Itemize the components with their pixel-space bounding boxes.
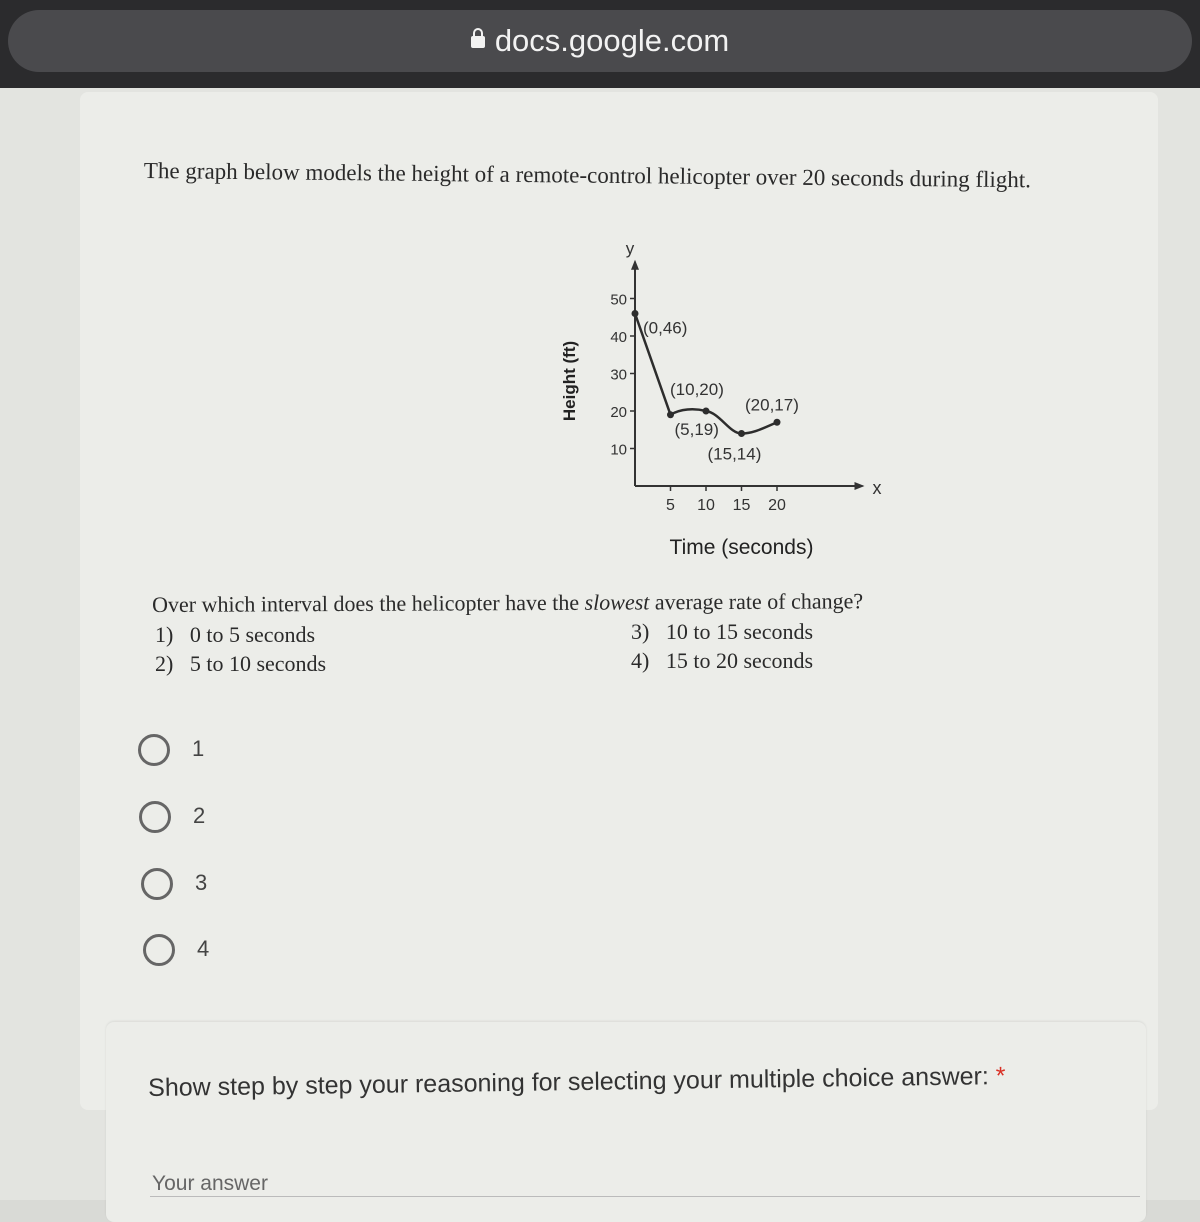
answer-input[interactable]: Your answer xyxy=(152,1172,268,1195)
y-axis-title: Height (ft) xyxy=(560,340,579,422)
x-axis-letter: x xyxy=(872,478,882,498)
radio-button[interactable] xyxy=(143,934,175,966)
prompt-emphasis: slowest xyxy=(584,589,650,615)
height-chart xyxy=(540,218,900,563)
option-number: 3) xyxy=(631,619,650,644)
answer-underline xyxy=(150,1196,1140,1197)
data-label: (10,20) xyxy=(670,380,724,399)
data-label: (5,19) xyxy=(674,419,719,439)
radio-button[interactable] xyxy=(138,734,170,766)
data-label: (20,17) xyxy=(745,395,799,415)
choice-label: 2 xyxy=(193,803,206,828)
browser-topbar xyxy=(0,0,1200,88)
x-tick-label: 20 xyxy=(768,497,786,514)
option-text: 15 to 20 seconds xyxy=(665,648,814,673)
radio-button[interactable] xyxy=(139,801,171,833)
data-point xyxy=(774,419,781,426)
required-mark: * xyxy=(995,1062,1006,1091)
data-point xyxy=(738,430,745,437)
printed-option-4 xyxy=(631,648,813,674)
url-label: docs.google.com xyxy=(494,23,730,58)
option-number: 1) xyxy=(155,622,174,647)
x-tick-label: 10 xyxy=(697,497,715,514)
short-answer-question-text: Show step by step your reasoning for selecting your multiple choice answer: xyxy=(148,1062,990,1102)
option-text: 0 to 5 seconds xyxy=(189,622,316,647)
lock-icon xyxy=(471,36,485,48)
option-text: 10 to 15 seconds xyxy=(665,619,814,644)
y-axis-letter: y xyxy=(625,238,635,258)
y-tick-label: 30 xyxy=(610,366,627,384)
y-axis-arrow xyxy=(631,260,639,270)
option-number: 4) xyxy=(631,648,650,673)
data-point xyxy=(667,411,674,418)
data-point xyxy=(703,408,710,415)
choice-label: 4 xyxy=(197,936,210,961)
data-label: (0,46) xyxy=(643,318,688,338)
x-tick-label: 15 xyxy=(732,497,751,514)
question-text: The graph below models the height of a remote-control helicopter over 20 seconds during flight. xyxy=(143,158,1032,193)
prompt-suffix: average rate of change? xyxy=(649,588,864,615)
y-tick-label: 40 xyxy=(610,329,627,346)
question-prompt xyxy=(152,588,972,618)
option-number: 2) xyxy=(155,651,174,676)
y-tick-label: 20 xyxy=(610,404,627,421)
x-tick-label: 5 xyxy=(666,497,675,514)
printed-option-3 xyxy=(631,619,813,645)
x-axis-arrow xyxy=(855,482,865,490)
y-tick-label: 50 xyxy=(610,291,627,309)
address-text[interactable] xyxy=(8,10,1192,72)
choice-label: 1 xyxy=(192,736,205,761)
radio-button[interactable] xyxy=(141,868,173,900)
prompt-prefix: Over which interval does the helicopter have the xyxy=(152,589,585,617)
x-axis-title: Time (seconds) xyxy=(669,536,814,559)
option-text: 5 to 10 seconds xyxy=(189,651,327,676)
printed-option-2 xyxy=(155,651,326,677)
data-label: (15,14) xyxy=(707,444,762,464)
y-tick-label: 10 xyxy=(610,441,627,459)
printed-option-1 xyxy=(155,622,315,648)
choice-label: 3 xyxy=(195,870,208,895)
data-point xyxy=(632,310,639,317)
address-bar[interactable] xyxy=(8,10,1192,72)
